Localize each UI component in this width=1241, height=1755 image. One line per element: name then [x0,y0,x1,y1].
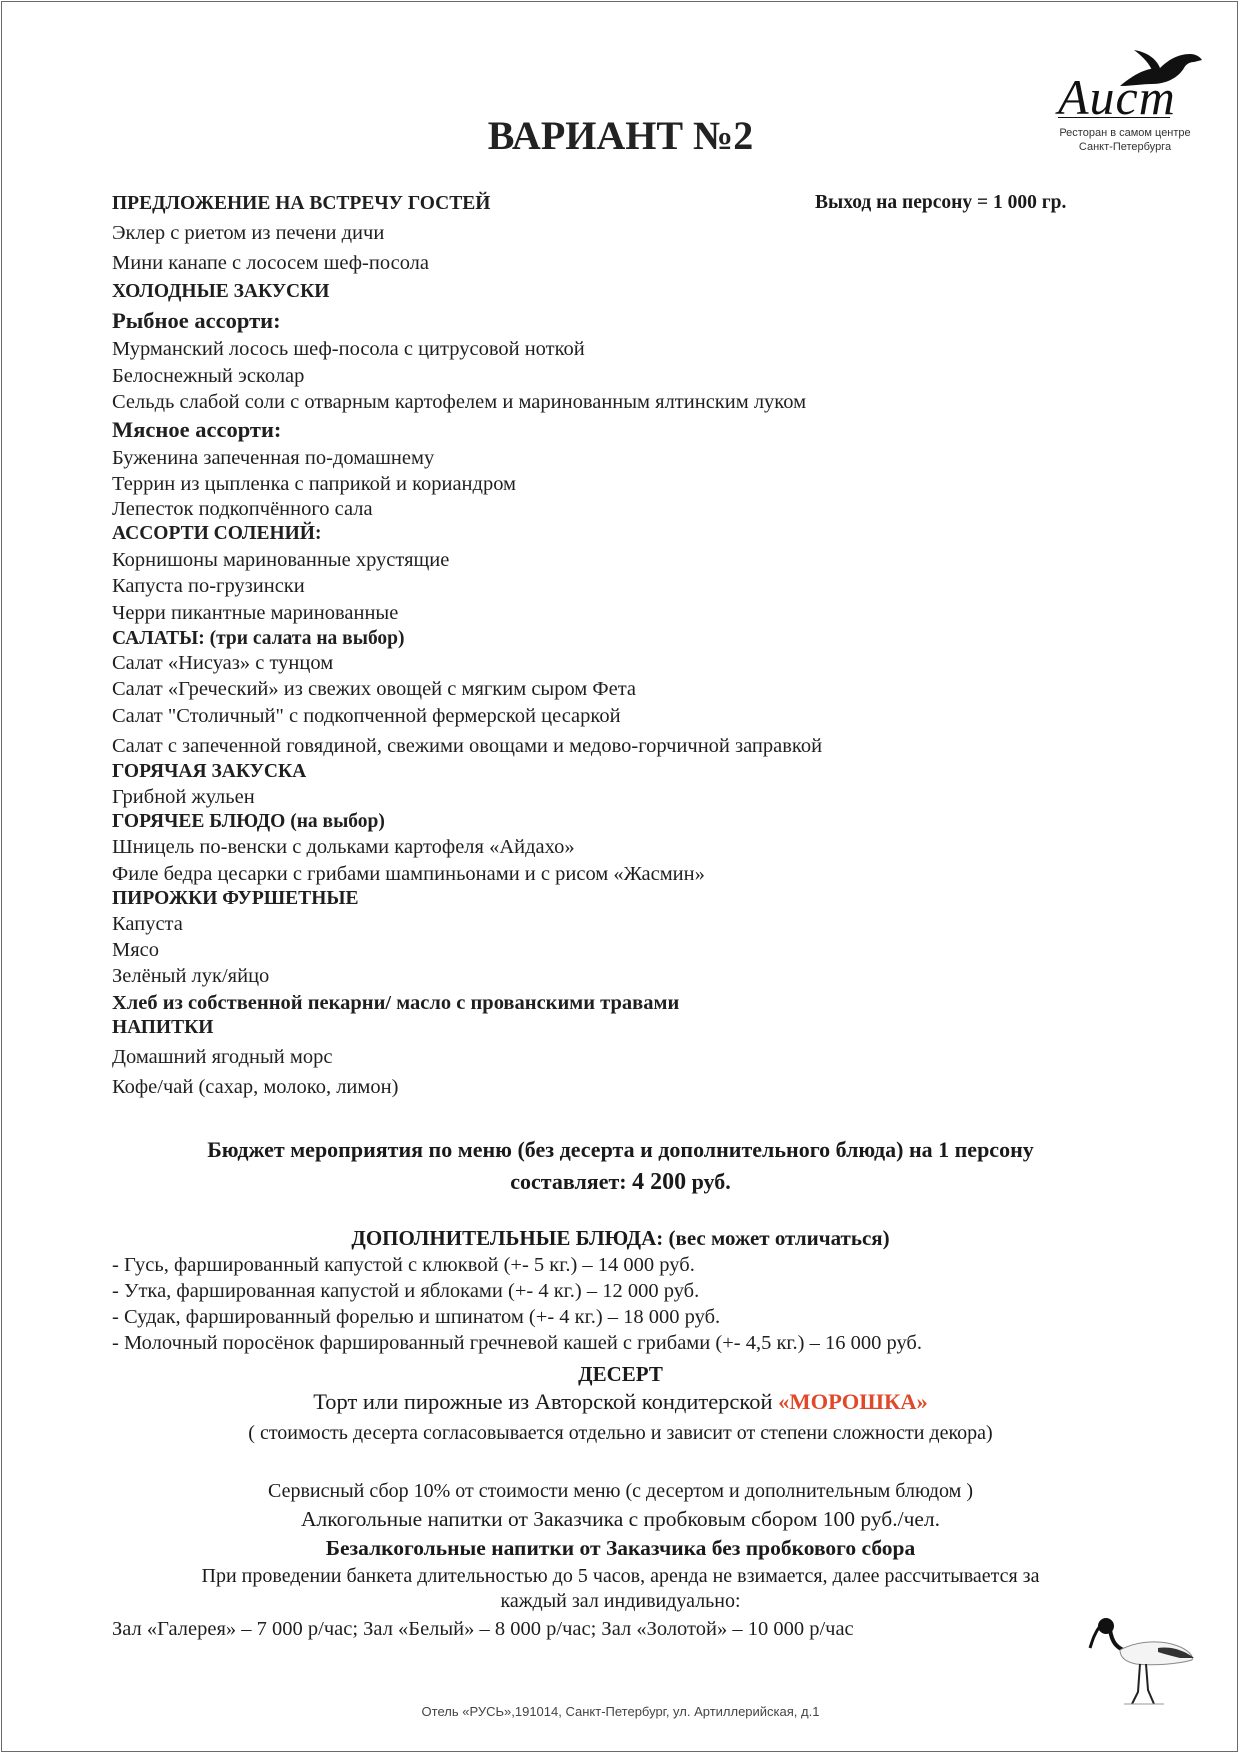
menu-subheading: Мясное ассорти: [112,417,282,442]
menu-item: Буженина запеченная по-домашнему [112,447,435,469]
extra-dish-item: - Судак, фаршированный форелью и шпинатом (+- 4 кг.) – 18 000 руб. [112,1306,721,1328]
budget-line-2 [0,1166,1241,1198]
rent-note-2: каждый зал индивидуально: [500,1590,741,1612]
budget-prefix: составляет: [510,1169,633,1194]
menu-heading: ГОРЯЧЕЕ БЛЮДО (на выбор) [112,811,385,832]
menu-item: Филе бедра цесарки с грибами шампиньонами и с рисом «Жасмин» [112,863,705,885]
menu-item: Корнишоны маринованные хрустящие [112,549,450,571]
dessert-text: Торт или пирожные из Авторской кондитерской [313,1389,779,1414]
footer-address: Отель «РУСЬ»,191014, Санкт-Петербург, ул. Артиллерийская, д.1 [421,1704,820,1719]
logo-tagline-1: Ресторан в самом центре [1059,127,1191,139]
menu-subheading: Рыбное ассорти: [112,308,281,333]
menu-item: Салат "Столичный" с подкопченной фермерской цесаркой [112,705,621,727]
menu-item: Черри пикантные маринованные [112,602,399,624]
dessert-line [0,1389,1241,1415]
extra-dishes-heading: ДОПОЛНИТЕЛЬНЫЕ БЛЮДА: (вес может отличаться) [351,1226,890,1250]
budget-amount: 4 200 [632,1169,687,1195]
dessert-brand: «МОРОШКА» [778,1389,928,1414]
menu-item: Домашний ягодный морс [112,1046,333,1068]
menu-heading: ПРЕДЛОЖЕНИЕ НА ВСТРЕЧУ ГОСТЕЙ [112,193,491,214]
menu-item: Зелёный лук/яйцо [112,965,270,987]
menu-heading: НАПИТКИ [112,1017,214,1038]
menu-item: Кофе/чай (сахар, молоко, лимон) [112,1076,399,1098]
menu-item: Мурманский лосось шеф-посола с цитрусовой ноткой [112,338,585,360]
menu-heading: ГОРЯЧАЯ ЗАКУСКА [112,761,307,782]
yield-note: Выход на персону = 1 000 гр. [815,192,1067,213]
budget-currency: руб. [686,1169,731,1194]
menu-item: Салат «Греческий» из свежих овощей с мягким сыром Фета [112,678,637,700]
menu-item: Эклер с риетом из печени дичи [112,222,385,244]
service-fee: Сервисный сбор 10% от стоимости меню (с десертом и дополнительным блюдом ) [268,1480,973,1502]
menu-item: Мини канапе с лососем шеф-посола [112,252,430,274]
logo-wordmark: Аист [1058,69,1176,125]
menu-heading: ПИРОЖКИ ФУРШЕТНЫЕ [112,888,359,909]
extra-dish-item: - Молочный поросёнок фаршированный гречневой кашей с грибами (+- 4,5 кг.) – 16 000 руб. [112,1332,922,1354]
menu-item: Мясо [112,939,160,961]
menu-item: Террин из цыпленка с паприкой и кориандром [112,473,517,495]
menu-heading: АССОРТИ СОЛЕНИЙ: [112,523,322,544]
menu-item: Шницель по-венски с дольками картофеля «Айдахо» [112,836,575,858]
menu-item: Капуста [112,913,183,935]
menu-heading: САЛАТЫ: (три салата на выбор) [112,628,405,649]
menu-item: Капуста по-грузински [112,575,305,597]
dessert-note: ( стоимость десерта согласовывается отдельно и зависит от степени сложности декора) [248,1422,993,1444]
menu-item: Лепесток подкопчённого сала [112,498,373,520]
extra-dish-item: - Утка, фаршированная капустой и яблоками (+- 4 кг.) – 12 000 руб. [112,1280,700,1302]
page-title: ВАРИАНТ №2 [487,113,754,158]
menu-item-bold: Хлеб из собственной пекарни/ масло с прованскими травами [112,992,680,1014]
extra-dish-item: - Гусь, фаршированный капустой с клюквой (+- 5 кг.) – 14 000 руб. [112,1254,695,1276]
stork-illustration-icon [1088,1612,1198,1708]
menu-item: Белоснежный эсколар [112,365,305,387]
menu-item: Сельдь слабой соли с отварным картофелем и маринованным ялтинским луком [112,391,807,413]
dessert-heading: ДЕСЕРТ [578,1362,663,1386]
menu-item: Грибной жульен [112,786,255,808]
logo-tagline-2: Санкт-Петербурга [1078,141,1172,153]
menu-heading: ХОЛОДНЫЕ ЗАКУСКИ [112,281,330,302]
menu-item: Салат «Нисуаз» с тунцом [112,652,334,674]
menu-item: Салат с запеченной говядиной, свежими овощами и медово-горчичной заправкой [112,735,823,757]
alcohol-note: Алкогольные напитки от Заказчика с пробковым сбором 100 руб./чел. [300,1507,941,1531]
halls-prices: Зал «Галерея» – 7 000 р/час; Зал «Белый» – 8 000 р/час; Зал «Золотой» – 10 000 р/час [112,1618,854,1640]
rent-note-1: При проведении банкета длительностью до 5 часов, аренда не взимается, далее рассчитывается за [201,1565,1040,1587]
budget-line-1: Бюджет мероприятия по меню (без десерта и дополнительного блюда) на 1 персону [207,1137,1034,1162]
soft-drinks-note: Безалкогольные напитки от Заказчика без пробкового сбора [325,1536,916,1560]
